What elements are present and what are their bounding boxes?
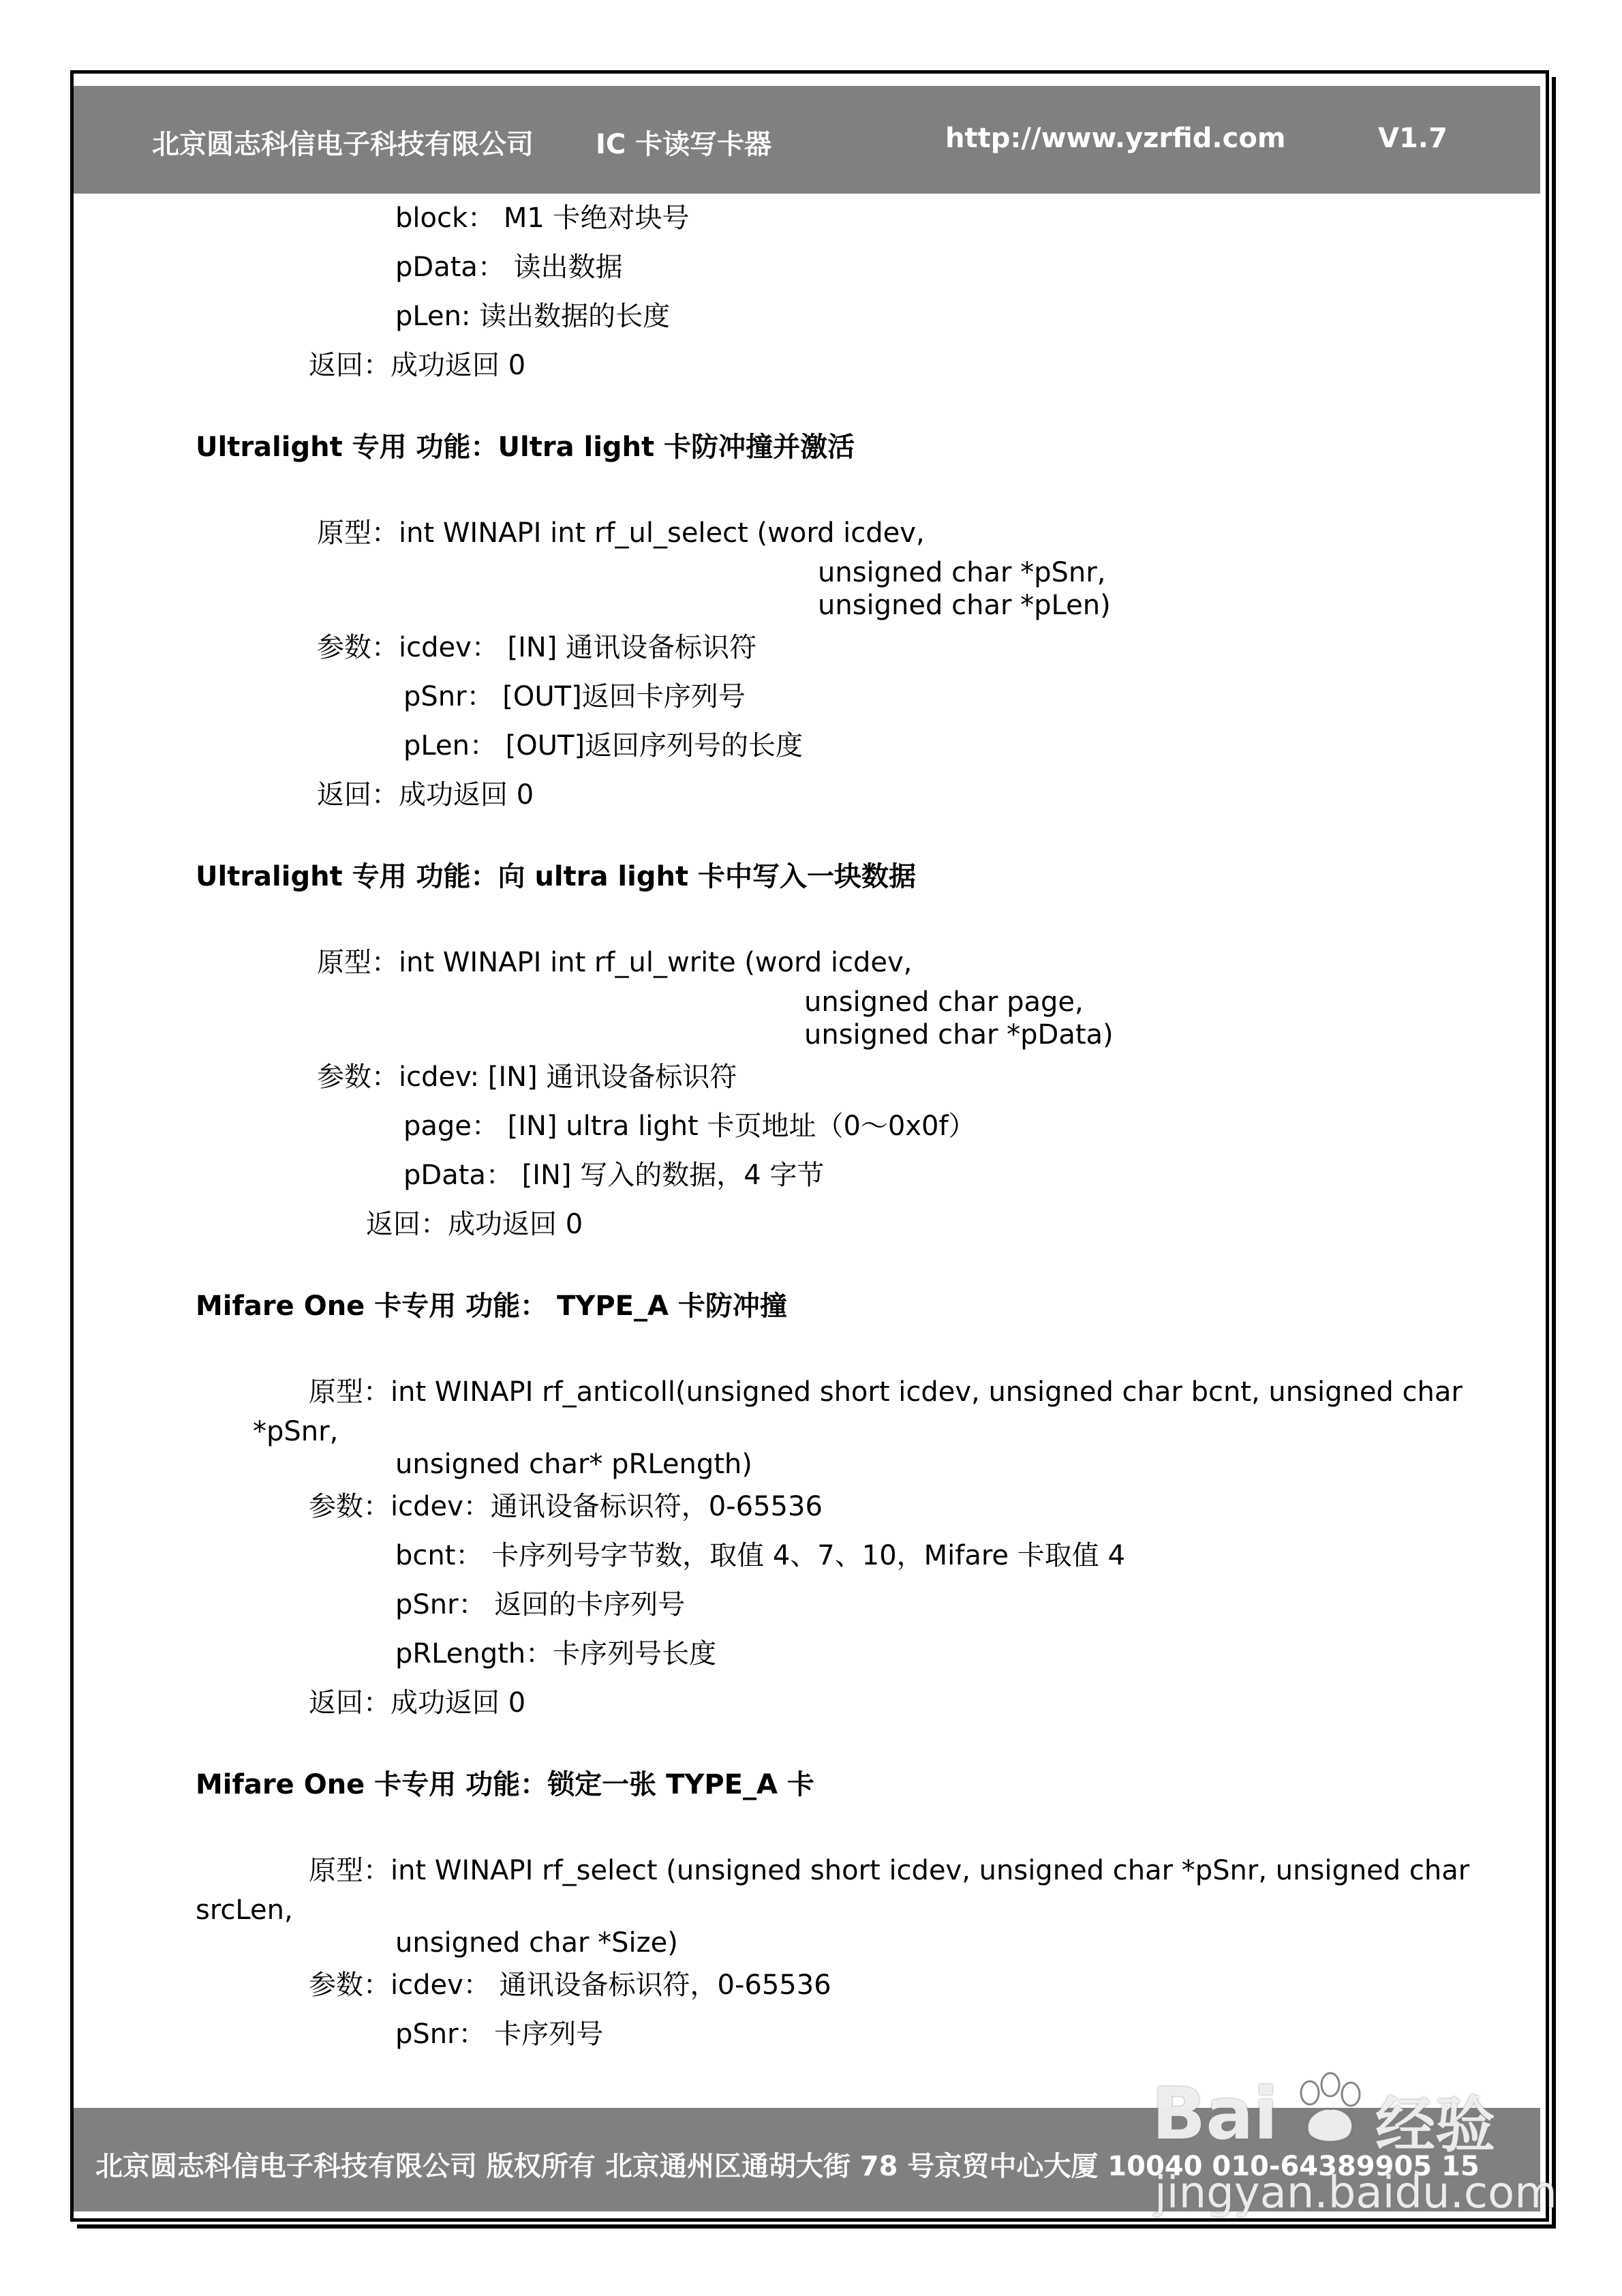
section-heading: Ultralight 专用 功能：Ultra light 卡防冲撞并激活 [196,432,855,463]
return-line: 返回：成功返回 0 [309,1687,526,1719]
param-line: block： M1 卡绝对块号 [395,202,690,234]
param-line: 参数：icdev：通讯设备标识符，0-65536 [309,1491,823,1522]
return-line: 返回：成功返回 0 [309,350,526,381]
watermark-brand: Bai [1152,2072,1279,2156]
prototype-line: unsigned char *pLen) [818,590,1111,621]
prototype-line: 原型：int WINAPI rf_anticoll(unsigned short icdev, unsigned char bcnt, unsigned char [309,1376,1463,1408]
prototype-line: 原型：int WINAPI int rf_ul_write (word icdev, [317,947,913,978]
section-heading: Mifare One 卡专用 功能：锁定一张 TYPE_A 卡 [196,1769,814,1800]
prototype-line: 原型：int WINAPI rf_select (unsigned short icdev, unsigned char *pSnr, unsigned char [309,1855,1470,1886]
prototype-line: unsigned char *Size) [395,1927,678,1959]
param-line: bcnt： 卡序列号字节数，取值 4、7、10，Mifare 卡取值 4 [395,1540,1125,1571]
prototype-line: *pSnr, [253,1416,339,1447]
param-line: pData： [IN] 写入的数据，4 字节 [403,1160,825,1191]
return-line: 返回：成功返回 0 [317,779,534,811]
prototype-line: unsigned char *pData) [804,1019,1114,1051]
watermark-suffix: 经验 [1375,2090,1496,2160]
param-line: pLen： [OUT]返回序列号的长度 [403,730,804,761]
param-line: 参数：icdev： [IN] 通讯设备标识符 [317,632,757,663]
param-line: pData： 读出数据 [395,252,623,283]
prototype-line: unsigned char* pRLength) [395,1449,752,1480]
param-line: 参数：icdev： 通讯设备标识符，0-65536 [309,1969,831,2001]
param-line: pLen: 读出数据的长度 [395,301,671,332]
section-heading: Ultralight 专用 功能：向 ultra light 卡中写入一块数据 [196,861,916,892]
paw-icon [1288,2071,1370,2153]
header-version: V1.7 [1378,123,1448,154]
baidu-jingyan-watermark [1152,2066,1557,2236]
prototype-line: unsigned char *pSnr, [818,557,1106,588]
header-company: 北京圆志科信电子科技有限公司 [152,129,534,160]
header-product: IC 卡读写卡器 [596,129,772,160]
param-line: 参数：icdev: [IN] 通讯设备标识符 [317,1061,737,1093]
prototype-line: 原型：int WINAPI int rf_ul_select (word icdev, [317,517,925,549]
param-line: pSnr： [OUT]返回卡序列号 [403,681,746,712]
param-line: pRLength：卡序列号长度 [395,1638,717,1670]
param-line: pSnr： 返回的卡序列号 [395,1589,686,1620]
section-heading: Mifare One 卡专用 功能： TYPE_A 卡防冲撞 [196,1290,787,1322]
page-header [74,86,1540,194]
prototype-line: unsigned char page, [804,986,1084,1018]
prototype-line: srcLen, [196,1894,293,1926]
param-line: pSnr： 卡序列号 [395,2019,604,2050]
return-line: 返回：成功返回 0 [366,1209,583,1240]
footer-text: 北京圆志科信电子科技有限公司 版权所有 北京通州区通胡大街 78 号京贸中心大厦 10040 010-64389905 15 [95,2151,1480,2182]
watermark-site: jingyan.baidu.com [1154,2168,1557,2218]
header-url: http://www.yzrfid.com [945,123,1286,154]
param-line: page： [IN] ultra light 卡页地址（0～0x0f） [403,1111,976,1142]
